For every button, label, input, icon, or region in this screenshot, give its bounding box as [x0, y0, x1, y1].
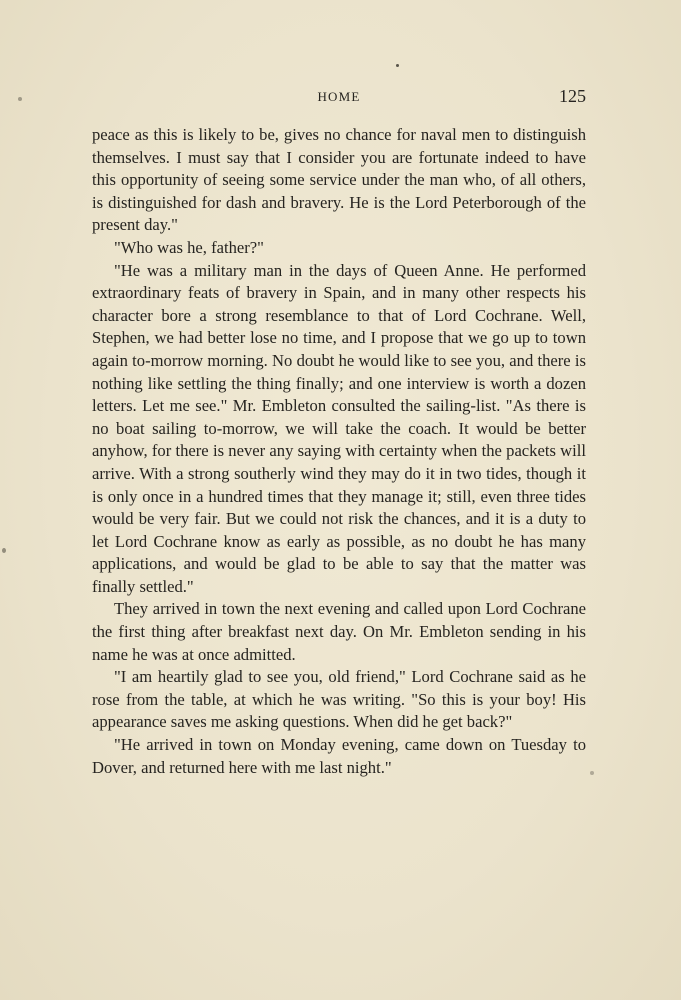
print-speck: [396, 64, 399, 67]
paragraph: peace as this is likely to be, gives no chance for naval men to distinguish themselves. I must say that I consider you are fortunate indeed to have this opportunity of seeing some service under the man who, of all others, is distinguished for dash and bravery. He is the Lord Peterborough of the present day.": [92, 125, 586, 235]
print-speck: [590, 771, 594, 775]
page-header: [92, 86, 586, 110]
page-number: 125: [559, 86, 586, 106]
paragraph: "He was a military man in the days of Queen Anne. He performed extraordinary feats of bravery in Spain, and in many other respects his character bore a strong resemblance to that of Lord Cochrane. Well, Stephen, we had better lose no time, and I propose that we go up to town again to-morrow morning. No doubt he would like to see you, and there is nothing like settling the thing finally; and one interview is worth a dozen letters. Let me see." Mr. Embleton consulted the sailing-list. "As there is no boat sailing to-morrow, we will take the coach. It would be better anyhow, for there is never any saying with certainty when the packets will arrive. With a strong southerly wind they may do it in two tides, though it is only once in a hundred times that they manage it; still, even three tides would be very fair. But we could not risk the chances, and it is a duty to let Lord Cochrane know as early as possible, as no doubt he has many applications, and would be glad to be able to say that the matter was finally settled.": [92, 260, 586, 596]
print-speck: [18, 97, 22, 101]
paragraph: "He arrived in town on Monday evening, came down on Tuesday to Dover, and returned here with me last night.": [92, 735, 586, 777]
paragraph: "Who was he, father?": [114, 237, 264, 257]
running-head: HOME: [317, 89, 361, 104]
print-speck: [2, 548, 6, 553]
body-text: [92, 124, 586, 779]
paragraph: They arrived in town the next evening and called upon Lord Cochrane the first thing after breakfast next day. On Mr. Embleton sending in his name he was at once admitted.: [92, 599, 586, 664]
paragraph: "I am heartily glad to see you, old friend," Lord Cochrane said as he rose from the table, at which he was writing. "So this is your boy! His appearance saves me asking questions. When did he get back?": [92, 667, 586, 732]
